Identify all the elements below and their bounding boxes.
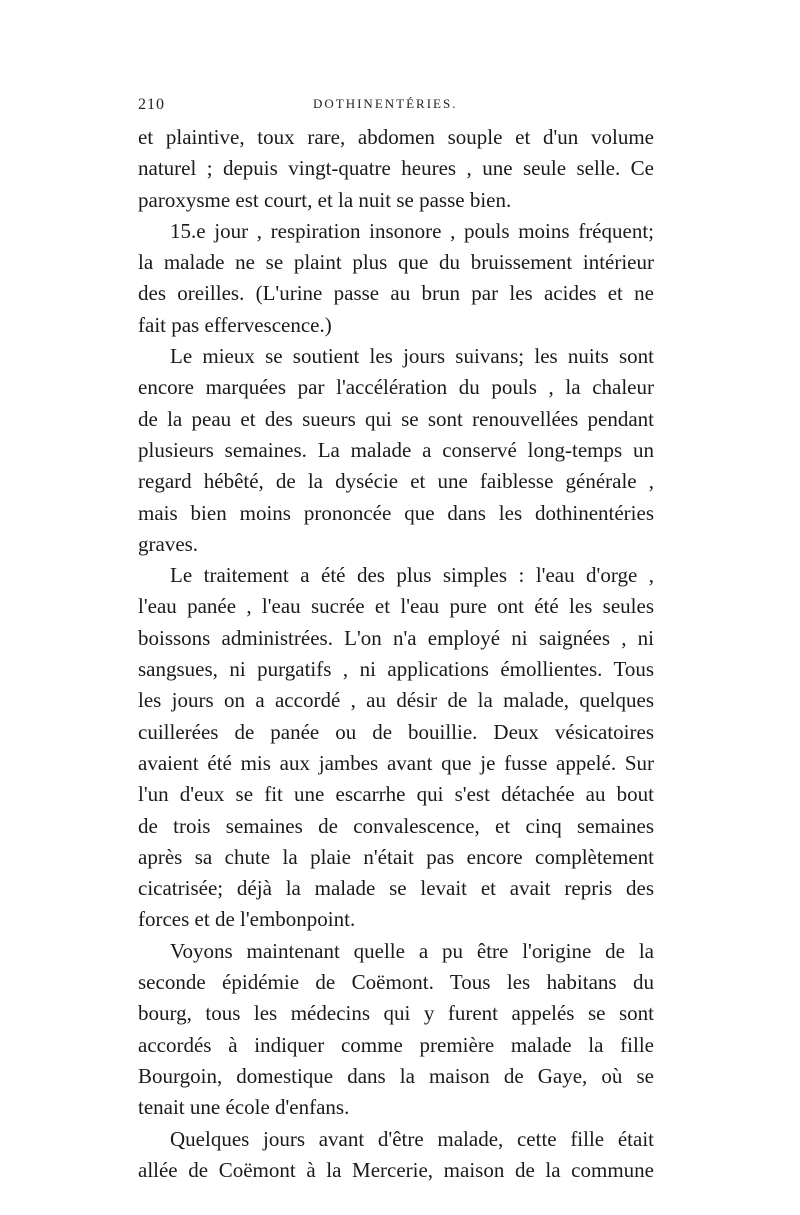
text-line: seconde épidémie de Coëmont. Tous les habitans du [138, 970, 654, 995]
text-line: cicatrisée; déjà la malade se levait et avait repris des [138, 876, 654, 901]
text-line: Le mieux se soutient les jours suivans; les nuits sont [170, 344, 654, 369]
text-line: Voyons maintenant quelle a pu être l'origine de la [170, 938, 654, 963]
text-line: Le traitement a été des plus simples : l'eau d'orge , [170, 563, 654, 588]
text-line: bourg, tous les médecins qui y furent appelés se sont [138, 1001, 654, 1026]
text-line: avaient été mis aux jambes avant que je fusse appelé. Sur [138, 750, 654, 775]
text-line: forces et de l'embonpoint. [138, 907, 356, 932]
text-line: après sa chute la plaie n'était pas encore complètement [138, 844, 654, 869]
text-line: 15.e jour , respiration insonore , pouls moins fréquent; [170, 218, 654, 243]
text-line: plusieurs semaines. La malade a conservé long-temps un [138, 437, 654, 462]
text-line: la malade ne se plaint plus que du bruissement intérieur [138, 250, 654, 275]
body-text [138, 122, 654, 1186]
page-header [138, 90, 658, 120]
text-line: Quelques jours avant d'être malade, cette fille était [170, 1126, 654, 1151]
text-line: Bourgoin, domestique dans la maison de Gaye, où se [138, 1063, 654, 1088]
text-line: l'eau panée , l'eau sucrée et l'eau pure ont été les seules [138, 594, 654, 619]
text-line: mais bien moins prononcée que dans les dothinentéries [138, 500, 654, 525]
text-line: encore marquées par l'accélération du pouls , la chaleur [138, 375, 654, 400]
text-line: cuillerées de panée ou de bouillie. Deux vésicatoires [138, 719, 654, 744]
text-line: de trois semaines de convalescence, et cinq semaines [138, 813, 654, 838]
text-line: tenait une école d'enfans. [138, 1095, 350, 1120]
text-line: allée de Coëmont à la Mercerie, maison de la commune [138, 1157, 654, 1182]
running-head: DOTHINENTÉRIES. [313, 96, 458, 111]
text-line: l'un d'eux se fit une escarrhe qui s'est détachée au bout [138, 782, 654, 807]
text-line: accordés à indiquer comme première malade la fille [138, 1032, 654, 1057]
text-line: et plaintive, toux rare, abdomen souple et d'un volume [138, 125, 654, 149]
text-line: naturel ; depuis vingt-quatre heures , une seule selle. Ce [138, 156, 654, 181]
text-line: des oreilles. (L'urine passe au brun par les acides et ne [138, 281, 654, 306]
text-line: fait pas effervescence.) [138, 312, 332, 337]
text-line: regard hébêté, de la dysécie et une faiblesse générale , [138, 469, 654, 494]
text-line: boissons administrées. L'on n'a employé ni saignées , ni [138, 625, 654, 650]
text-line: de la peau et des sueurs qui se sont renouvellées pendant [138, 406, 654, 431]
text-line: les jours on a accordé , au désir de la malade, quelques [138, 688, 654, 713]
text-line: paroxysme est court, et la nuit se passe bien. [138, 187, 512, 212]
text-line: sangsues, ni purgatifs , ni applications émollientes. Tous [138, 657, 654, 682]
text-line: graves. [138, 531, 199, 556]
page-number: 210 [138, 96, 165, 113]
